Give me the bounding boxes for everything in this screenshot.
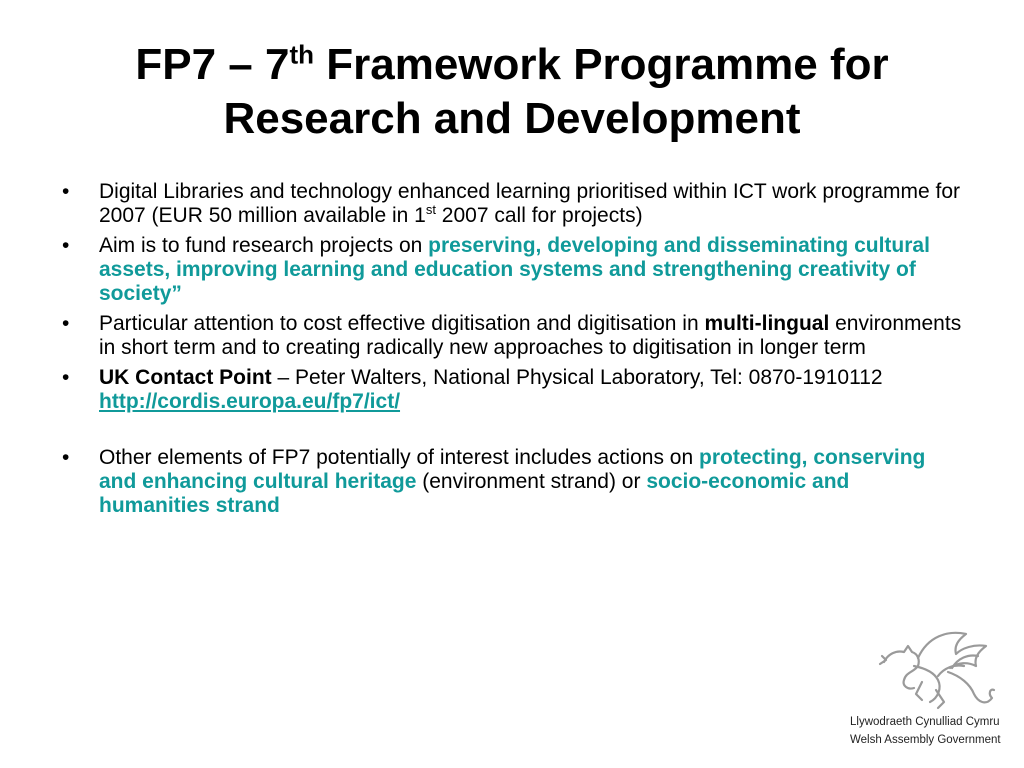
welsh-assembly-logo <box>850 628 1000 752</box>
bullet-highlight: socio-economic and humanities strand <box>99 470 850 517</box>
bullet-marker: • <box>62 234 70 257</box>
bullet-list <box>62 180 962 524</box>
title-superscript: th <box>289 39 314 70</box>
bullet-text: Other elements of FP7 potentially of interest includes actions on <box>99 446 699 469</box>
title-part1: FP7 – 7 <box>135 40 290 89</box>
cordis-link[interactable]: http://cordis.europa.eu/fp7/ict/ <box>99 390 401 413</box>
logo-welsh-name: Llywodraeth Cynulliad Cymru <box>850 716 1000 728</box>
bullet-text: (environment strand) or <box>416 470 647 493</box>
bullet-marker: • <box>62 366 70 389</box>
bullet-marker: • <box>62 180 70 203</box>
bullet-contact-point <box>62 366 962 414</box>
bullet-highlight: preserving, developing and disseminating cultural assets, improving learning and education systems and strengthening creativity of society” <box>99 234 930 305</box>
bullet-highlight: protecting, conserving and enhancing cultural heritage <box>99 446 926 493</box>
bullet-bold: UK Contact Point <box>99 366 272 389</box>
bullet-marker: • <box>62 312 70 335</box>
bullet-marker: • <box>62 446 70 469</box>
bullet-text: – Peter Walters, National Physical Laboratory, Tel: 0870-1910112 <box>271 366 883 389</box>
title-line2: Research and Development <box>223 94 801 143</box>
welsh-dragon-icon <box>878 628 996 712</box>
slide-title <box>40 38 984 146</box>
bullet-other-elements <box>62 446 962 518</box>
bullet-superscript: st <box>425 202 436 217</box>
bullet-text: 2007 call for projects) <box>435 204 643 227</box>
title-part2: Framework Programme for <box>314 40 889 89</box>
bullet-text: Particular attention to cost effective digitisation and digitisation in <box>99 312 705 335</box>
bullet-attention <box>62 312 962 360</box>
bullet-text: environments in short term and to creating radically new approaches to digitisation in longer term <box>99 312 962 359</box>
bullet-bold: multi-lingual <box>704 312 830 335</box>
logo-english-name: Welsh Assembly Government <box>850 734 1001 746</box>
bullet-digital-libraries <box>62 180 962 228</box>
bullet-text: Aim is to fund research projects on <box>99 234 429 257</box>
bullet-aim <box>62 234 962 306</box>
bullet-text: Digital Libraries and technology enhanced learning prioritised within ICT work programme for 2007 (EUR 50 million available in 1 <box>99 180 961 227</box>
